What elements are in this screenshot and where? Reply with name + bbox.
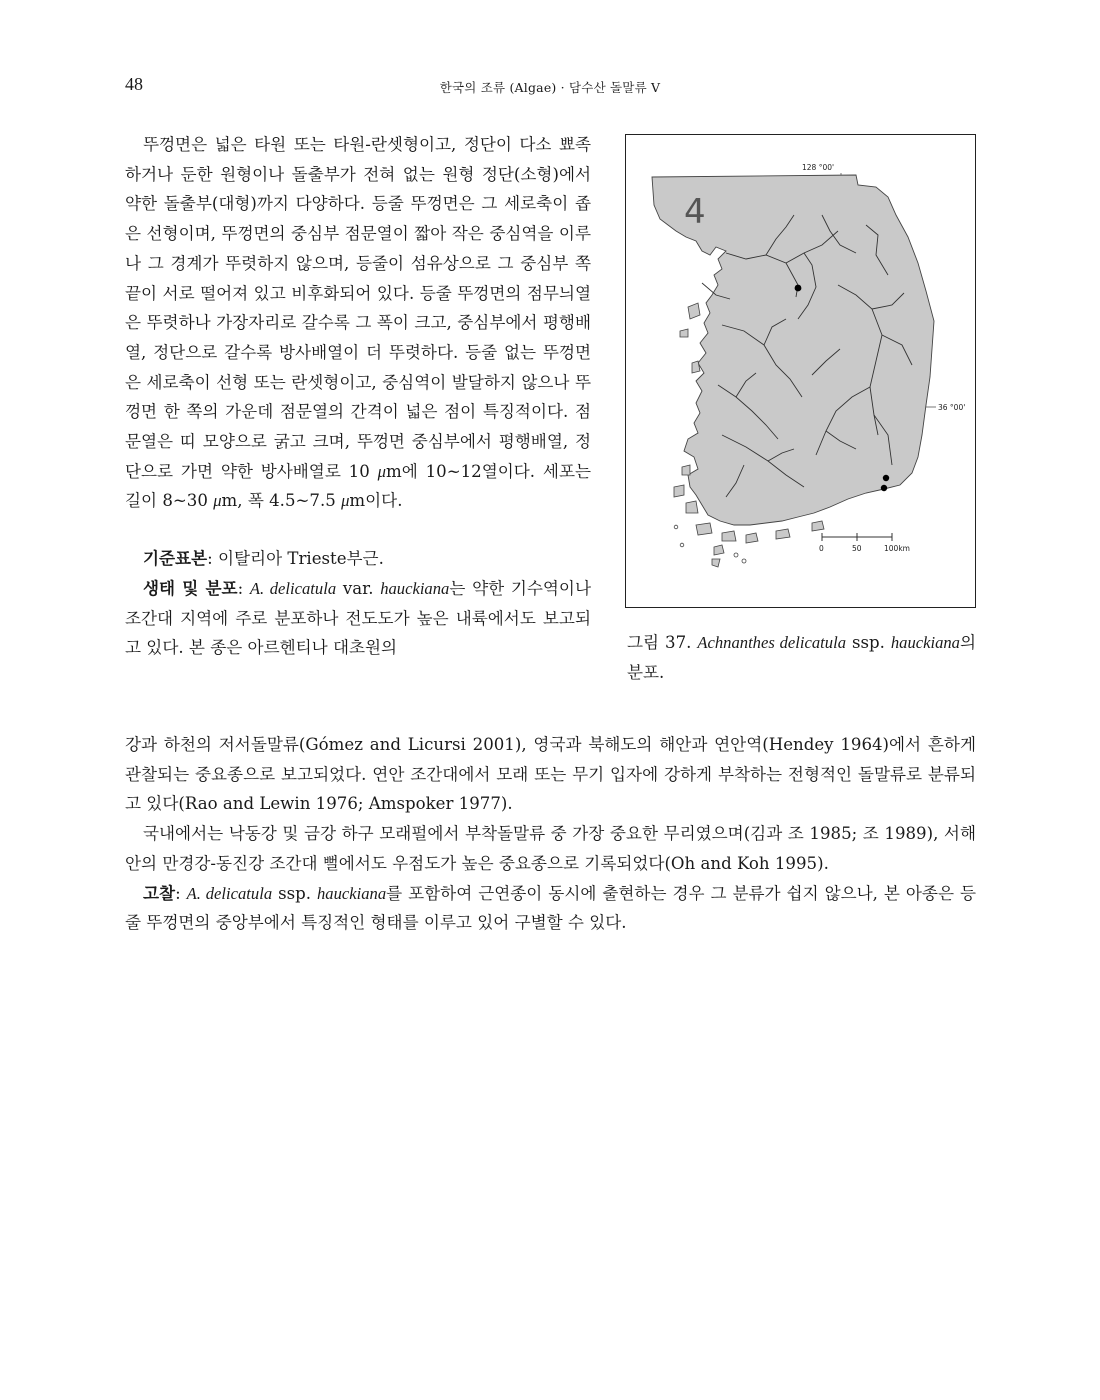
distribution-map-figure [625,134,976,608]
full-width-text [125,730,976,938]
ecology-rank: var. [336,578,381,598]
type-specimen-text: : 이탈리아 Trieste부근. [207,549,384,569]
panel-number: 4 [684,192,706,232]
island [680,329,688,337]
island [688,303,700,319]
record-dot [881,485,887,491]
island [682,465,690,475]
longitude-label: 128 °00' [802,163,835,172]
description-text-4: m이다. [349,491,403,511]
description-paragraph [125,130,591,516]
scale-label-50: 50 [852,544,862,553]
scale-bar [819,533,910,553]
latitude-label: 36 °00' [938,403,966,412]
island [686,501,698,513]
caption-prefix: 그림 37. [627,633,698,652]
island [812,521,824,531]
type-specimen-paragraph [125,544,591,574]
caption-suffix: 의 분포. [627,633,977,682]
discussion-rank: ssp. [272,883,317,903]
ecology-colon: : [237,578,250,598]
caption-rank: ssp. [846,633,891,652]
micro-unit: μ [341,491,350,511]
record-dot [883,475,889,481]
description-text-3: m, 폭 4.5~7.5 [221,491,342,511]
island [776,529,790,539]
island [734,553,738,557]
island [712,559,720,567]
description-text: 뚜껑면은 넓은 타원 또는 타원-란셋형이고, 정단이 다소 뾰족하거나 둔한 원형이나 돌출부가 전혀 없는 원형 정단(소형)에서 약한 돌출부(대형)까지 다양하다. 등줄 뚜껑면은 그 세로축이 좁은 선형이며, 뚜껑면의 중심부 점문열이 짧아 작은 중심역을 이루나 그 경계가 뚜렷하지 않으며, 등줄이 섬유상으로 그 중심부 쪽 끝이 서로 떨어져 있고 비후화되어 있다. 등줄 뚜껑면의 점무늬열은 뚜렷하나 가장자리로 갈수록 그 폭이 크고, 중심부에서 평행배열, 정단으로 갈수록 방사배열이 더 뚜렷하다. 등줄 없는 뚜껑면은 세로축이 선형 또는 란셋형이고, 중심역이 발달하지 않으나 뚜껑면 한 쪽의 가운데 점문열의 간격이 넓은 점이 특징적이다. 점문열은 띠 모양으로 굵고 크며, 뚜껑면 중심부에서 평행배열, 정단으로 가면 약한 방사배열로 10 [125,135,591,481]
scale-label-0: 0 [819,544,824,553]
running-head: 한국의 조류 (Algae) · 담수산 돌말류 V [439,80,661,95]
caption-epithet: hauckiana [890,633,960,652]
island [674,485,684,497]
ecology-epithet: hauckiana [380,578,450,598]
micro-unit: μ [377,461,386,481]
island [746,533,758,543]
ecology-paragraph [125,574,591,663]
type-specimen-label: 기준표본 [143,548,208,569]
island [696,523,712,535]
ecology-label: 생태 및 분포 [143,577,238,598]
ecology-taxon: A. delicatula [249,578,337,598]
island [674,525,678,529]
page-number: 48 [125,74,143,94]
korea-map [626,135,975,607]
record-dot [795,285,802,292]
discussion-paragraph [125,879,976,938]
micro-unit: μ [213,491,222,511]
description-text-2: m에 10~12열이다. 세포는 길이 8~30 [125,461,591,511]
island [680,543,684,547]
island [722,531,736,541]
ecology-continuation: 강과 하천의 저서돌말류(Gómez and Licursi 2001), 영국과 북해도의 해안과 연안역(Hendey 1964)에서 흔하게 관찰되는 중요종으로 보고되었다. 연안 조간대에서 모래 또는 무기 입자에 강하게 부착하는 전형적인 돌말류로 분류되고 있다(Rao and Lewin 1976; Amspoker 1977). [125,735,976,814]
left-column [125,130,591,663]
discussion-colon: : [175,883,187,903]
domestic-distribution-paragraph: 국내에서는 낙동강 및 금강 하구 모래펄에서 부착돌말류 중 가장 중요한 무리였으며(김과 조 1985; 조 1989), 서해안의 만경강-동진강 조간대 뻘에서도 우점도가 높은 중요종으로 기록되었다(Oh and Koh 1995). [125,824,976,873]
island [742,559,746,563]
ecology-text: 는 약한 기수역이나 조간대 지역에 주로 분포하나 전도도가 높은 내륙에서도 보고되고 있다. 본 종은 아르헨티나 대초원의 [125,578,591,658]
discussion-text: 를 포함하여 근연종이 동시에 출현하는 경우 그 분류가 쉽지 않으나, 본 아종은 등줄 뚜껑면의 중앙부에서 특징적인 형태를 이루고 있어 구별할 수 있다. [125,883,976,933]
discussion-taxon: A. delicatula [186,883,273,903]
scale-label-100km: 100km [884,544,910,553]
discussion-epithet: hauckiana [317,883,387,903]
caption-taxon: Achnanthes delicatula [697,633,846,652]
figure-caption [627,628,976,687]
discussion-label: 고찰 [143,882,176,903]
island [714,545,724,555]
